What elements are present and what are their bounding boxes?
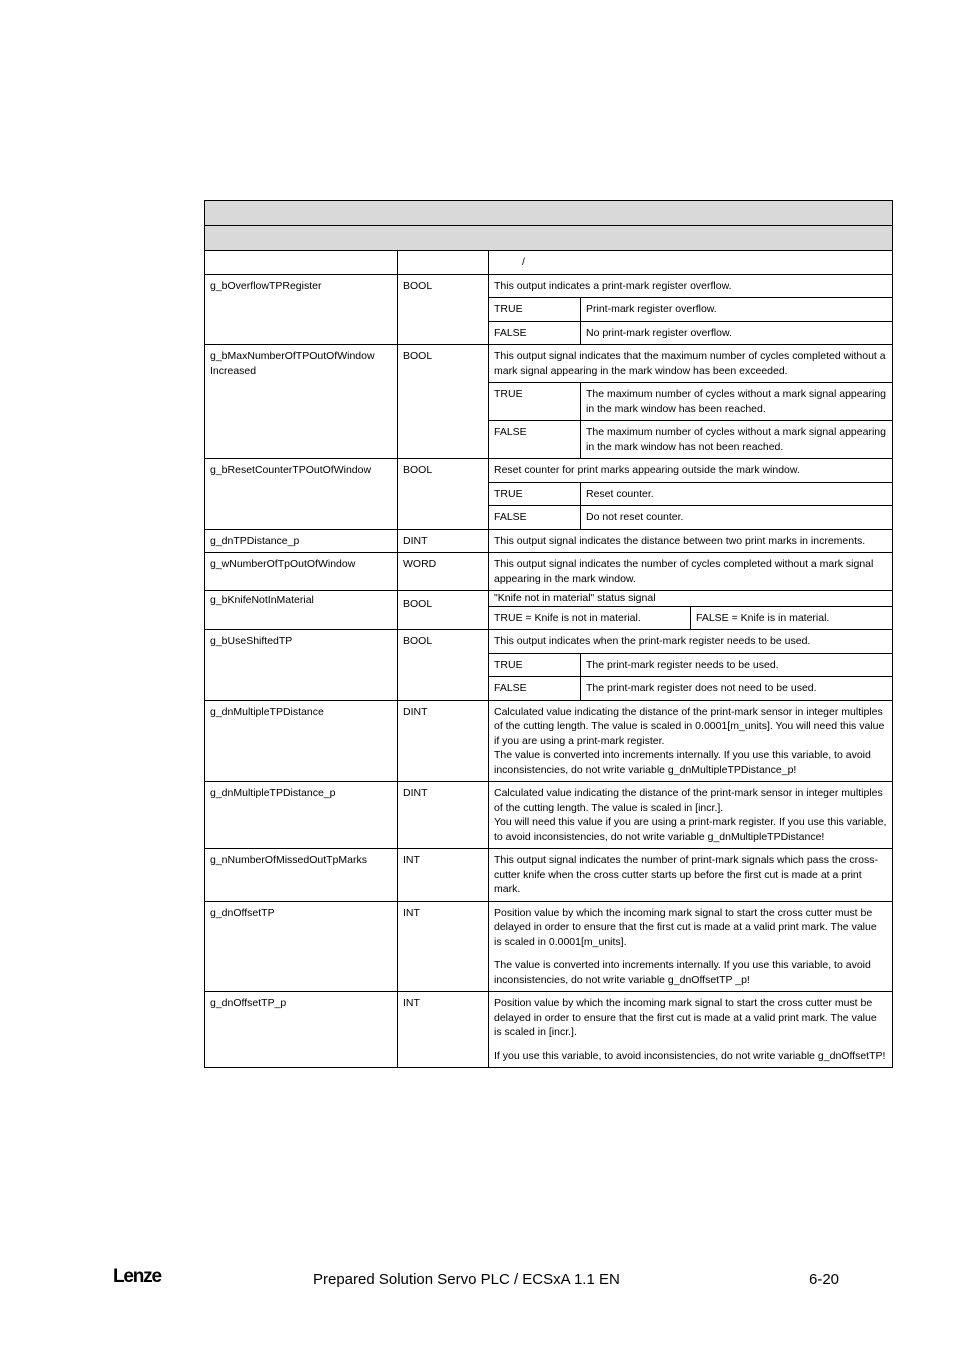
data-type: DINT: [398, 700, 489, 782]
value-meaning: Do not reset counter.: [581, 506, 893, 529]
value-key: TRUE: [489, 653, 581, 677]
description-text: [489, 782, 892, 848]
column-header-type: [398, 251, 489, 275]
value-row: [489, 506, 892, 529]
value-row: [489, 421, 892, 459]
lenze-logo: Lenze: [113, 1266, 161, 1287]
data-type: BOOL: [398, 345, 489, 459]
data-type: INT: [398, 901, 489, 992]
page-number: 6-20: [809, 1271, 840, 1288]
table-header-row-1: [205, 201, 893, 226]
description-text: This output signal indicates the number of cycles completed without a mark signal appearing in the mark window.: [494, 558, 874, 585]
footer-title: Prepared Solution Servo PLC / ECSxA 1.1 EN: [313, 1271, 620, 1288]
description-cell: [489, 782, 893, 849]
value-true: TRUE = Knife is not in material.: [489, 606, 691, 629]
table-header-cell: [205, 226, 893, 251]
value-row: [489, 653, 892, 677]
table-row: [205, 345, 893, 459]
variable-name: g_bKnifeNotInMaterial: [205, 591, 398, 630]
data-type: BOOL: [398, 459, 489, 530]
variable-name: g_dnTPDistance_p: [205, 529, 398, 553]
value-row: [489, 383, 892, 421]
table-row: [205, 700, 893, 782]
description-cell: [489, 274, 893, 345]
value-table: [489, 653, 892, 700]
column-header-description: [489, 251, 893, 275]
value-meaning: The maximum number of cycles without a mark signal appearing in the mark window has not been reached.: [581, 421, 893, 459]
description-paragraph: The value is converted into increments internally. If you use this variable, to avoid inconsistencies, do not write variable g_dnOffsetTP _p!: [494, 959, 871, 986]
variable-name: g_bMaxNumberOfTPOutOfWindow Increased: [205, 345, 398, 459]
description-cell: [489, 630, 893, 701]
description-paragraph: Position value by which the incoming mark signal to start the cross cutter must be delayed in order to ensure that the first cut is made at a valid print mark. The value is scaled in 0.0001[m_units].: [494, 906, 877, 948]
description-paragraph: Calculated value indicating the distance of the print-mark sensor in integer multiples of the cutting length. The value is scaled in [incr.]. You will need this value if you are using a print-mark register. If you use this variable, to avoid inconsistencies, do not write variable g_dnMultipleTPDistance!: [494, 787, 887, 843]
value-meaning: The print-mark register needs to be used.: [581, 653, 893, 677]
value-row: [489, 298, 892, 322]
description-text: [489, 902, 892, 992]
column-header-name: [205, 251, 398, 275]
table-row: [205, 782, 893, 849]
data-type: BOOL: [398, 591, 489, 630]
description-cell: [489, 992, 893, 1068]
value-row: [489, 482, 892, 506]
description-text: This output signal indicates that the maximum number of cycles completed without a mark signal appearing in the mark window has been exceeded.: [494, 350, 886, 377]
table-row: [205, 553, 893, 591]
description-text: [489, 992, 892, 1067]
value-key: FALSE: [489, 321, 581, 344]
description-paragraph: Calculated value indicating the distance of the print-mark sensor in integer multiples of the cutting length. The value is scaled in 0.0001[m_units]. You will need this value if you are using a print-mark register. The value is converted into increments internally. If you use this variable, to avoid inconsistencies, do not write variable g_dnMultipleTPDistance_p!: [494, 705, 885, 776]
column-header-slash: /: [522, 256, 525, 268]
data-type: BOOL: [398, 274, 489, 345]
description-text: This output signal indicates the distance between two print marks in increments.: [494, 534, 866, 547]
description-cell: [489, 901, 893, 992]
description-text: [489, 849, 892, 901]
data-type: DINT: [398, 782, 489, 849]
paragraph-gap: [494, 1040, 887, 1049]
value-meaning: Reset counter.: [581, 482, 893, 506]
value-table: [489, 382, 892, 458]
value-meaning: The print-mark register does not need to be used.: [581, 677, 893, 700]
column-header-row: [205, 251, 893, 275]
description-paragraph: Position value by which the incoming mark signal to start the cross cutter must be delayed in order to ensure that the first cut is made at a valid print mark. The value is scaled in [incr.].: [494, 997, 877, 1038]
value-meaning: No print-mark register overflow.: [581, 321, 893, 344]
variable-name: g_dnMultipleTPDistance_p: [205, 782, 398, 849]
variable-name: g_bOverflowTPRegister: [205, 274, 398, 345]
value-row: [489, 606, 892, 629]
description-paragraph: This output signal indicates the number of print-mark signals which pass the cross-cutter knife when the cross cutter starts up before the first cut is made at a print mark.: [494, 854, 879, 895]
description-text: [489, 701, 892, 782]
table-row: [205, 274, 893, 345]
description-text: This output indicates a print-mark register overflow.: [494, 279, 732, 292]
data-type: INT: [398, 849, 489, 902]
table-row: [205, 901, 893, 992]
table-row: [205, 591, 893, 630]
description-cell: [489, 700, 893, 782]
value-row: [489, 677, 892, 700]
table-row: [205, 992, 893, 1068]
variable-table: [204, 200, 893, 1068]
value-meaning: Print-mark register overflow.: [581, 298, 893, 322]
variable-name: g_dnMultipleTPDistance: [205, 700, 398, 782]
table-row: [205, 849, 893, 902]
table-header-row-2: [205, 226, 893, 251]
variable-name: g_dnOffsetTP_p: [205, 992, 398, 1068]
table-row: [205, 459, 893, 530]
value-table: [489, 482, 892, 529]
variable-name: g_wNumberOfTpOutOfWindow: [205, 553, 398, 591]
value-table: [489, 606, 892, 630]
description-text: This output indicates when the print-mark register needs to be used.: [494, 635, 811, 647]
data-type: WORD: [398, 553, 489, 591]
value-key: TRUE: [489, 298, 581, 322]
value-key: TRUE: [489, 482, 581, 506]
variable-name: g_nNumberOfMissedOutTpMarks: [205, 849, 398, 902]
variable-name: g_bUseShiftedTP: [205, 630, 398, 701]
table-row: [205, 630, 893, 701]
value-key: FALSE: [489, 506, 581, 529]
value-table: [489, 297, 892, 344]
description-cell: [489, 591, 893, 630]
description-cell: [489, 345, 893, 459]
description-cell: [489, 553, 893, 591]
value-row: [489, 321, 892, 344]
description-paragraph: If you use this variable, to avoid inconsistencies, do not write variable g_dnOffsetTP!: [494, 1049, 886, 1062]
paragraph-gap: [494, 949, 887, 958]
variable-name: g_bResetCounterTPOutOfWindow: [205, 459, 398, 530]
value-meaning: The maximum number of cycles without a mark signal appearing in the mark window has been reached.: [581, 383, 893, 421]
table-row: [205, 529, 893, 553]
description-text: Reset counter for print marks appearing outside the mark window.: [494, 464, 800, 476]
data-type: DINT: [398, 529, 489, 553]
data-type: INT: [398, 992, 489, 1068]
data-type: BOOL: [398, 630, 489, 701]
table-header-cell: [205, 201, 893, 226]
value-key: FALSE: [489, 677, 581, 700]
value-key: TRUE: [489, 383, 581, 421]
variable-name: g_dnOffsetTP: [205, 901, 398, 992]
value-key: FALSE: [489, 421, 581, 459]
description-cell: [489, 849, 893, 902]
description-text: "Knife not in material" status signal: [494, 592, 656, 604]
description-cell: [489, 459, 893, 530]
description-cell: [489, 529, 893, 553]
value-false: FALSE = Knife is in material.: [691, 606, 893, 629]
